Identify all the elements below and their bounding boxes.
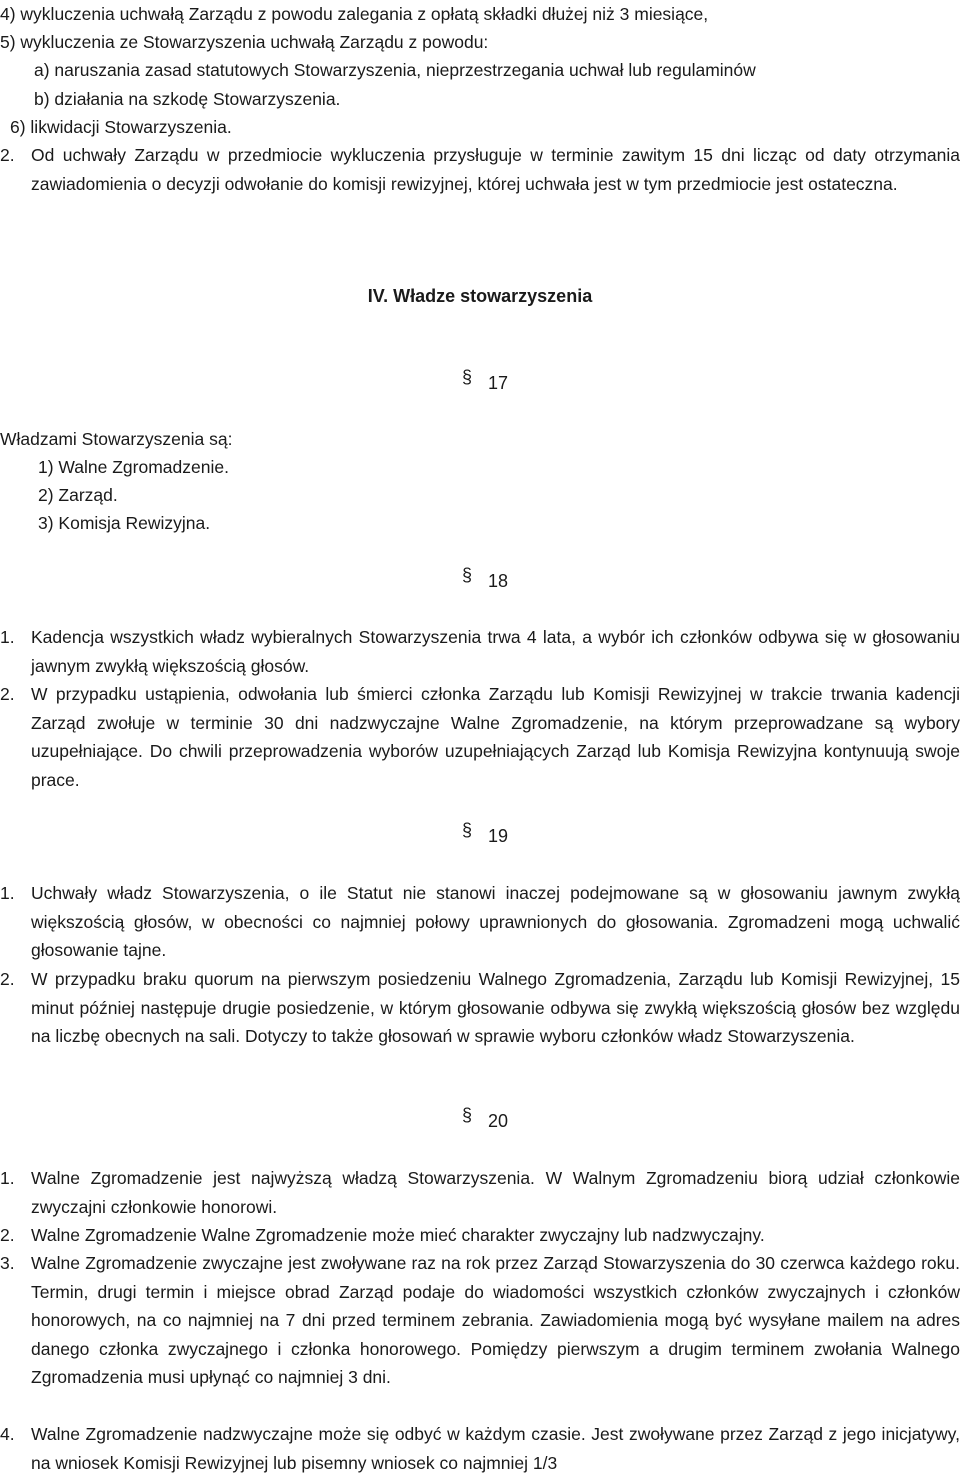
point-number: 1. [0,627,15,647]
point-number: 3. [0,1253,15,1273]
section-number: 17 [488,373,509,393]
paragraph: Od uchwały Zarządu w przedmiocie wykluczenia przysługuje w terminie zawitym 15 dni licząc od daty otrzymania zawiadomienia o decyzji odwołanie do komisji rewizyjnej, której uchwała jest w tym przedmiocie jest ostateczna. [31,145,960,194]
paragraph: Uchwały władz Stowarzyszenia, o ile Statut nie stanowi inaczej podejmowane są w głosowaniu jawnym zwykłą większością głosów, w obecności co najmniej połowy uprawnionych do głosowania. Zgromadzeni mogą uchwalić głosowanie tajne. [31,883,960,961]
section-symbol: § [462,820,473,840]
chapter-heading: IV. Władze stowarzyszenia [367,286,593,306]
list-item: 5) wykluczenia ze Stowarzyszenia uchwałą Zarządu z powodu: [0,32,489,52]
point-number: 2. [0,684,15,704]
paragraph: W przypadku ustąpienia, odwołania lub śmierci członka Zarządu lub Komisji Rewizyjnej w trakcie trwania kadencji Zarząd zwołuje w terminie 30 dni nadzwyczajne Walne Zgromadzenie, na którym przeprowadzane są wybory uzupełniające. Do chwili przeprowadzenia wyborów uzupełniających Zarząd lub Komisja Rewizyjna kontynuują swoje prace. [31,684,960,790]
list-item: 6) likwidacji Stowarzyszenia. [10,117,232,137]
paragraph: Walne Zgromadzenie Walne Zgromadzenie może mieć charakter zwyczajny lub nadzwyczajny. [31,1225,765,1245]
paragraph: Walne Zgromadzenie jest najwyższą władzą Stowarzyszenia. W Walnym Zgromadzeniu biorą udział członkowie zwyczajni członkowie honorowi. [31,1168,960,1217]
point-number: 2. [0,1225,15,1245]
paragraph: W przypadku braku quorum na pierwszym posiedzeniu Walnego Zgromadzenia, Zarządu lub Komisji Rewizyjnej, 15 minut później następuje drugie posiedzenie, w którym głosowanie odbywa się zwykłą większością głosów bez względu na liczbę obecnych na sali. Dotyczy to także głosowań w sprawie wyboru członków władz Stowarzyszenia. [31,969,960,1047]
point-number: 1. [0,883,15,903]
list-item: a) naruszania zasad statutowych Stowarzyszenia, nieprzestrzegania uchwał lub regulaminów [34,60,756,80]
section-symbol: § [462,367,473,387]
list-item: 2) Zarząd. [38,485,118,505]
list-item: 3) Komisja Rewizyjna. [38,513,211,533]
section-intro: Władzami Stowarzyszenia są: [0,429,233,449]
point-number: 4. [0,1424,15,1444]
section-number: 18 [488,571,509,591]
section-number: 20 [488,1111,509,1131]
point-number: 1. [0,1168,15,1188]
paragraph: Walne Zgromadzenie nadzwyczajne może się odbyć w każdym czasie. Jest zwoływane przez Zarząd z jego inicjatywy, na wniosek Komisji Rewizyjnej lub pisemny wniosek co najmniej 1/3 [31,1424,960,1473]
section-symbol: § [462,1105,473,1125]
point-number: 2. [0,969,15,989]
list-item: 1) Walne Zgromadzenie. [38,457,229,477]
list-item: 4) wykluczenia uchwałą Zarządu z powodu zalegania z opłatą składki dłużej niż 3 miesiące, [0,4,709,24]
point-number: 2. [0,145,15,165]
paragraph: Kadencja wszystkich władz wybieralnych Stowarzyszenia trwa 4 lata, a wybór ich członków odbywa się w głosowaniu jawnym zwykłą większością głosów. [31,627,960,676]
list-item: b) działania na szkodę Stowarzyszenia. [34,89,341,109]
section-symbol: § [462,565,473,585]
section-number: 19 [488,826,509,846]
paragraph: Walne Zgromadzenie zwyczajne jest zwoływane raz na rok przez Zarząd Stowarzyszenia do 30 czerwca każdego roku. Termin, drugi termin i miejsce obrad Zarząd podaje do wiadomości wszystkich członków zwyczajnych i członków honorowych, na co najmniej na 7 dni przed terminem zebrania. Zawiadomienia mogą być wysyłane mailem na adres danego członka zwyczajnego i członka honorowego. Pomiędzy pierwszym a drugim terminem zwołania Walnego Zgromadzenia musi upłynąć co najmniej 3 dni. [31,1253,960,1388]
